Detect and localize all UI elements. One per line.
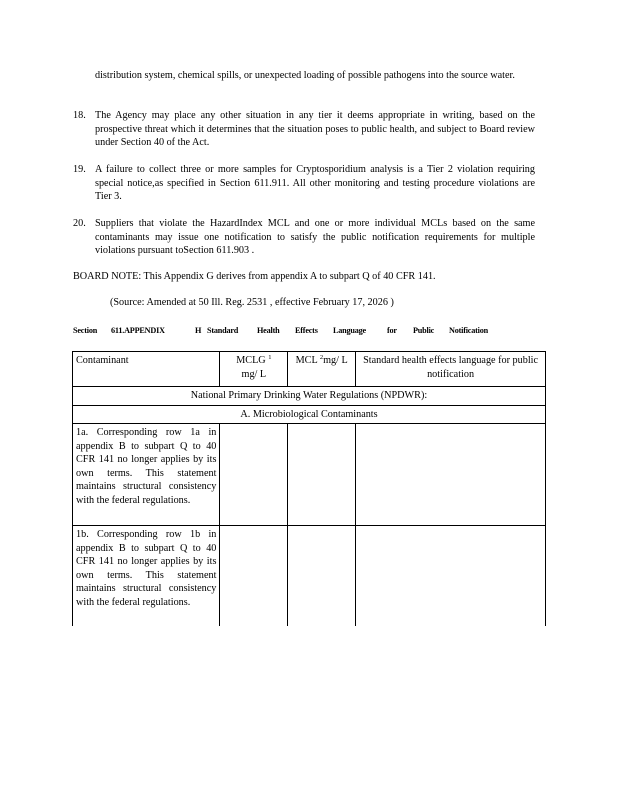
item-text: The Agency may place any other situation in any tier it deems appropriate in writing, based on the prospective threat which it determines that the situation poses to public health, and subject to Board review under Section 40 of the Act. — [95, 110, 535, 148]
section-heading — [73, 324, 535, 338]
source-note: (Source: Amended at 50 Ill. Reg. 2531 , effective February 17, 2026 ) — [110, 297, 394, 308]
list-item-18 — [73, 109, 535, 150]
heading-word: for — [387, 326, 397, 335]
table-row — [73, 424, 546, 526]
npdwr-heading: National Primary Drinking Water Regulations (NPDWR): — [73, 387, 546, 406]
table-row — [73, 405, 546, 424]
mclg-cell — [220, 424, 288, 526]
table-header-row — [73, 352, 546, 387]
contaminant-cell: 1b. Corresponding row 1b in appendix B to subpart Q to 40 CFR 141 no longer applies by its own terms. This statement maintains structural consistency with the federal regulations. — [73, 526, 220, 627]
header-mcl: MCL $^2$mg/ L — [288, 352, 356, 387]
notification-table — [72, 351, 546, 626]
continuation-paragraph: distribution system, chemical spills, or unexpected loading of possible pathogens into the source water. — [95, 70, 515, 81]
item-number: 19. — [73, 164, 86, 175]
header-mclg: MCLG $^1$ mg/ L — [220, 352, 288, 387]
item-number: 20. — [73, 218, 86, 229]
heading-word: Standard — [207, 326, 239, 335]
header-language: Standard health effects language for public notification — [356, 352, 546, 387]
mcl-cell — [288, 424, 356, 526]
group-a-heading: A. Microbiological Contaminants — [73, 405, 546, 424]
item-text: Suppliers that violate the HazardIndex MCL and one or more individual MCLs based on the same contaminants may issue one notification to satisfy the public notification requirements for multiple violations pursuant toSection 611.903 . — [95, 218, 535, 256]
board-note: BOARD NOTE: This Appendix G derives from appendix A to subpart Q of 40 CFR 141. — [73, 271, 436, 282]
item-number: 18. — [73, 110, 86, 121]
heading-word: Notification — [449, 326, 488, 335]
table-row — [73, 387, 546, 406]
contaminant-cell: 1a. Corresponding row 1a in appendix B to subpart Q to 40 CFR 141 no longer applies by its own terms. This statement maintains structural consistency with the federal regulations. — [73, 424, 220, 526]
header-contaminant: Contaminant — [73, 352, 220, 387]
heading-word: Language — [333, 326, 366, 335]
list-item-19 — [73, 163, 535, 204]
table-row — [73, 526, 546, 627]
list-item-20 — [73, 217, 535, 258]
appendix-letter: H — [195, 326, 202, 335]
mcl-cell — [288, 526, 356, 627]
section-label: Section — [73, 326, 98, 335]
heading-word: Health — [257, 326, 280, 335]
mclg-cell — [220, 526, 288, 627]
language-cell — [356, 526, 546, 627]
heading-word: Effects — [295, 326, 318, 335]
item-text: A failure to collect three or more samples for Cryptosporidium analysis is a Tier 2 violation requiring special notice,as specified in Section 611.911. All other monitoring and testing procedure violations are Tier 3. — [95, 164, 535, 202]
language-cell — [356, 424, 546, 526]
heading-word: Public — [413, 326, 435, 335]
section-number: 611.APPENDIX — [111, 326, 165, 335]
